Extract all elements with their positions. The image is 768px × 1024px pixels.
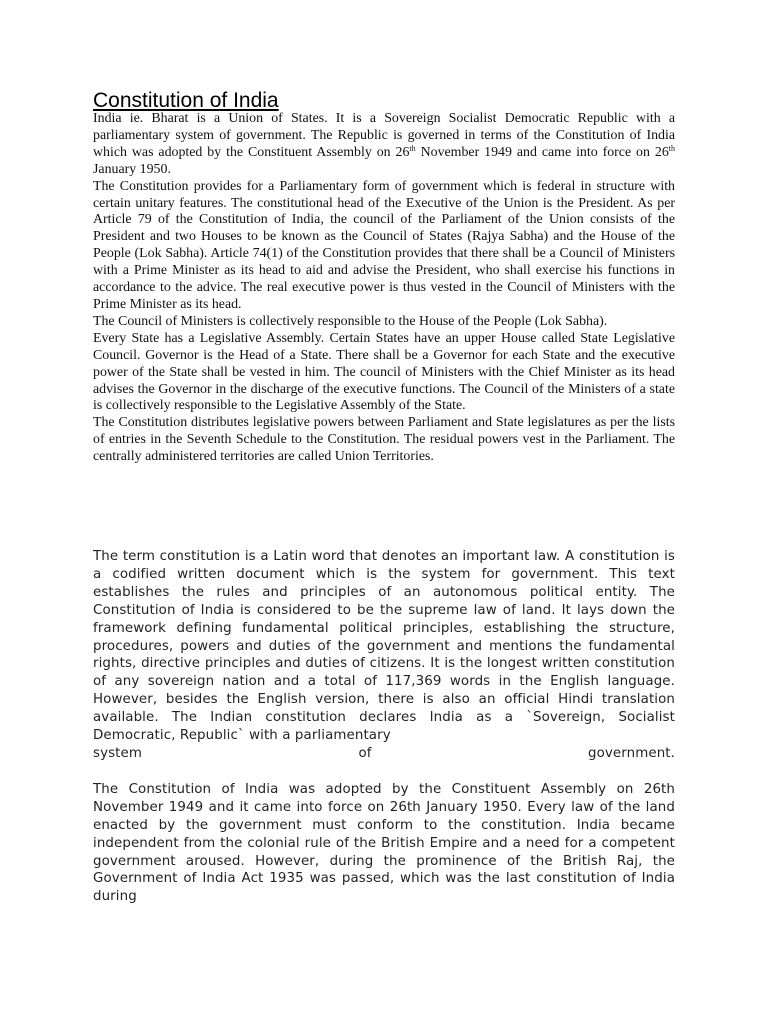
constitution-essay — [93, 548, 675, 906]
paragraph-parliamentary-form: The Constitution provides for a Parliamentary form of government which is federal in structure with certain unitary features. The constitutional head of the Executive of the Union is the President. As per Article 79 of the Constitution of India, the council of the Parliament of the Union consists of the President and two Houses to be known as the Council of States (Rajya Sabha) and the House of the People (Lok Sabha). Article 74(1) of the Constitution provides that there shall be a Council of Ministers with a Prime Minister as its head to aid and advise the President, who shall exercise his functions in accordance to the advice. The real executive power is thus vested in the Council of Ministers with the Prime Minister as its head. — [93, 178, 675, 312]
paragraph-legislative-assembly: Every State has a Legislative Assembly. Certain States have an upper House called State Legislative Council. Governor is the Head of a State. There shall be a Governor for each State and the executive power of the State shall be vested in him. The council of Ministers with the Chief Minister as its head advises the Governor in the discharge of the executive functions. The Council of the Ministers of a state is collectively responsible to the Legislative Assembly of the State. — [93, 330, 675, 414]
paragraph-adoption: The Constitution of India was adopted by the Constituent Assembly on 26th November 1949 and it came into force on 26th January 1950. Every law of the land enacted by the government must conform to the constitution. India became independent from the colonial rule of the British Empire and a need for a competent government aroused. However, during the prominence of the British Raj, the Government of India Act 1935 was passed, which was the last constitution of India during — [93, 781, 675, 905]
paragraph-council-of-ministers: The Council of Ministers is collectively responsible to the House of the People (Lok Sabha). — [93, 313, 608, 329]
paragraph-text: November 1949 and came into force on 26 — [415, 144, 669, 160]
paragraph-text: The term constitution is a Latin word that denotes an important law. A constitution is a codified written document which is the system for government. This text establishes the rules and principles of an autonomous political entity. The Constitution of India is considered to be the supreme law of land. It lays down the framework defining fundamental political principles, establishing the structure, procedures, powers and duties of the government and mentions the fundamental rights, directive principles and duties of citizens. It is the longest written constitution of any sovereign nation and a total of 117,369 words in the English language. However, besides the English version, there is also an official Hindi translation available. The Indian constitution declares India as a `Sovereign, Socialist Democratic, Republic` with a parliamentary — [93, 549, 675, 744]
paragraph-union-of-states — [93, 111, 675, 179]
word: system — [93, 745, 143, 761]
ordinal-suffix: th — [409, 143, 416, 153]
word: government. — [588, 745, 675, 761]
page-title: Constitution of India — [93, 89, 279, 112]
word: of — [358, 745, 372, 761]
paragraph-text: India ie. Bharat is a Union of States. It is a Sovereign Socialist Democratic Republic with a parliamentary system of government. The Republic is governed in terms of the Constitution of India which was adopted by the Constituent Assembly on 26 — [93, 111, 675, 160]
paragraph-term-constitution — [93, 548, 675, 763]
paragraph-text: January 1950. — [93, 161, 171, 177]
paragraph-legislative-powers: The Constitution distributes legislative powers between Parliament and State legislatures as per the lists of entries in the Seventh Schedule to the Constitution. The residual powers vest in the Parliament. The centrally administered territories are called Union Territories. — [93, 415, 675, 465]
overview-section — [93, 111, 675, 466]
ordinal-suffix: th — [668, 143, 676, 153]
paragraph-last-line — [93, 745, 675, 763]
